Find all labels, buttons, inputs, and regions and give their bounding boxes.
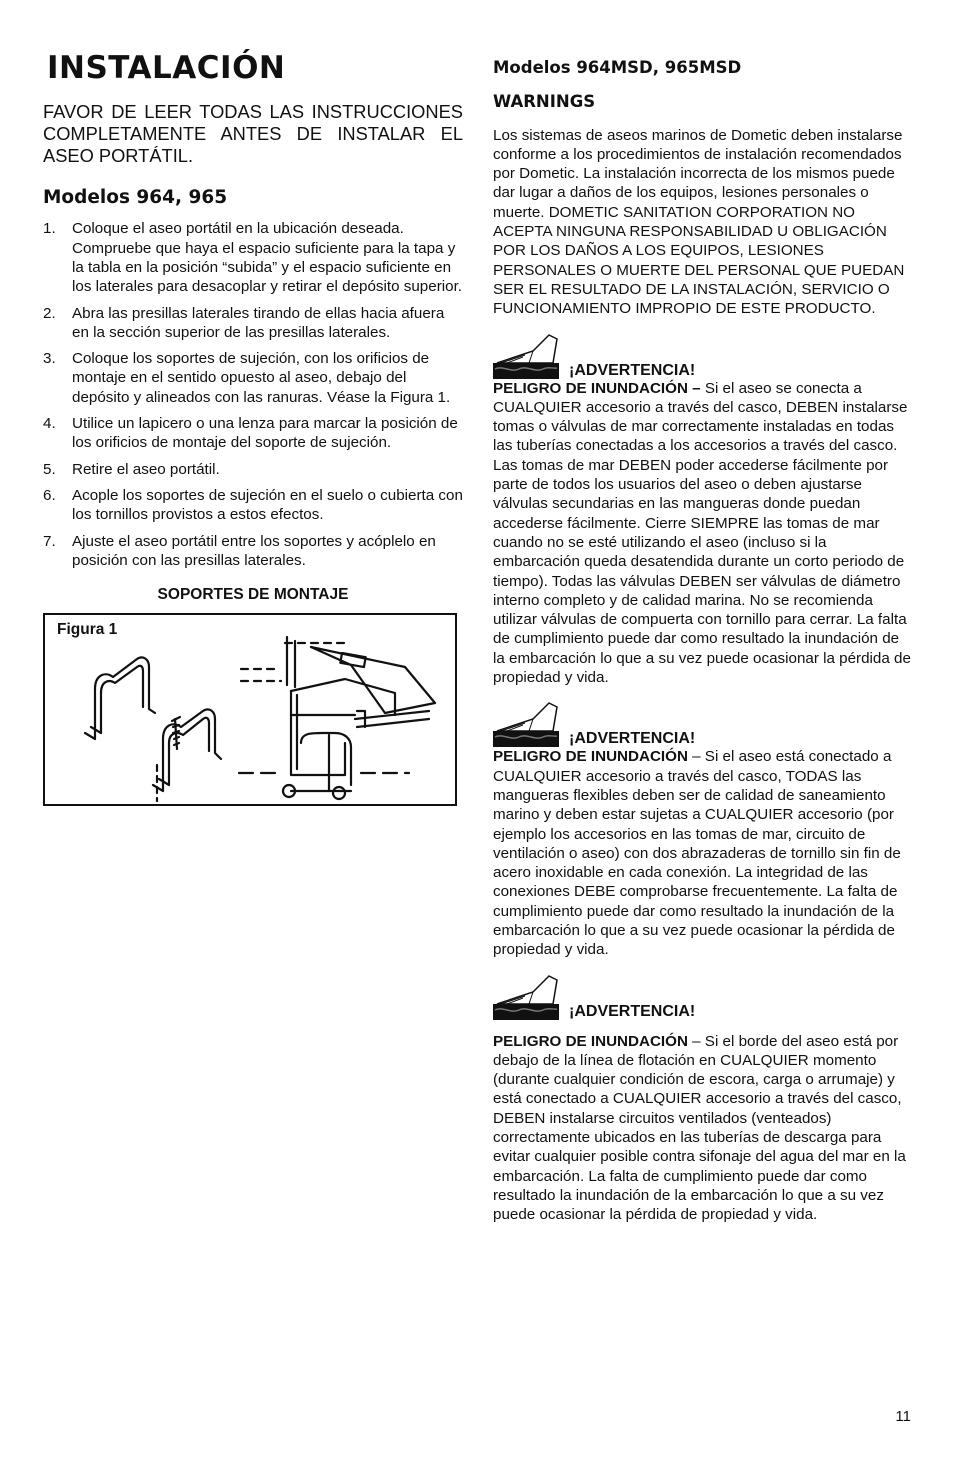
flood-warning-icon (493, 701, 559, 747)
list-item: 1. Coloque el aseo portátil en la ubicación deseada. Compruebe que haya el espacio suficiente para la tapa y la tabla en la posición “subida” y el espacio suficiente en los laterales para desacoplar y retirar el depósito superior. (43, 220, 463, 296)
warning-block-2 (493, 699, 911, 959)
mounting-brackets-illustration (45, 615, 459, 808)
page-number: 11 (895, 1408, 911, 1425)
figure-1 (43, 613, 457, 806)
list-item: 7. Ajuste el aseo portátil entre los soportes y acóplelo en posición con las presillas laterales. (43, 532, 436, 569)
warning-title: ¡ADVERTENCIA! (569, 361, 696, 379)
warnings-heading: WARNINGS (493, 91, 596, 111)
warning-header (493, 331, 911, 379)
flood-warning-icon (493, 333, 559, 379)
intro-paragraph: Los sistemas de aseos marinos de Dometic deben instalarse conforme a los procedimientos de instalación recomendados por Dometic. La instalación incorrecta de los mismos puede dar lugar a daños de los equipos, lesiones personales o muerte. DOMETIC SANITATION CORPORATION NO ACEPTA NINGUNA RESPONSABILIDAD U OBLIGACIÓN POR LOS DAÑOS A LOS EQUIPOS, LESIONES PERSONALES O MUERTE DEL PERSONAL QUE PUEDAN SER EL RESULTADO DE LA INSTALACIÓN, SERVICIO O FUNCIONAMIENTO IMPROPIO DE ESTE PRODUCTO. (493, 126, 905, 318)
list-item: 6. Acople los soportes de sujeción en el suelo o cubierta con los tornillos provistos a estos efectos. (43, 486, 463, 524)
left-column (43, 50, 463, 806)
warning-header (493, 699, 911, 747)
section-heading-964msd-965msd: Modelos 964MSD, 965MSD (493, 58, 742, 77)
list-item: 4. Utilice un lapicero o una lenza para marcar la posición de los orificios de montaje del soporte de sujeción. (43, 415, 458, 452)
list-item: 2. Abra las presillas laterales tirando de ellas hacia afuera en la sección superior de las presillas laterales. (43, 304, 445, 341)
warning-text: PELIGRO DE INUNDACIÓN – Si el aseo se conecta a CUALQUIER accesorio a través del casco, DEBEN instalarse tomas o válvulas de mar correctamente instaladas en todas las tuberías conectadas a los accesorios a través del casco. Las tomas de mar DEBEN poder accederse fácilmente por parte de todos los usuarios del aseo o deben ajustarse válvulas secundarias en las mangueras donde puedan accederse fácilmente. Cierre SIEMPRE las tomas de mar cuando no se esté utilizando el aseo (incluso si la embarcación queda desatendida durante un corto periodo de tiempo). Todas las válvulas DEBEN ser válvulas de diámetro interno completo y de calidad marina. No se recomienda utilizar válvulas de compuerta con tornillo para cerrar. La falta de cumplimiento puede dar como resultado la inundación de la embarcación lo que a su vez puede ocasionar la pérdida de propiedad y vida. (493, 379, 911, 687)
warning-block-3 (493, 972, 911, 1225)
warning-title: ¡ADVERTENCIA! (569, 1002, 696, 1020)
intro-text: FAVOR DE LEER TODAS LAS INSTRUCCIONES COMPLETAMENTE ANTES DE INSTALAR EL ASEO PORTÁTIL. (43, 101, 463, 167)
warning-header (493, 972, 911, 1020)
warning-block-1 (493, 331, 911, 688)
installation-steps (43, 219, 463, 570)
flood-warning-icon (493, 974, 559, 1020)
warning-text: PELIGRO DE INUNDACIÓN – Si el borde del aseo está por debajo de la línea de flotación en CUALQUIER momento (durante cualquier condición de escora, carga o arrumaje) y está conectado a CUALQUIER accesorio a través del casco, DEBEN instalarse circuitos ventilados (venteados) correctamente ubicados en las tuberías de descarga para evitar cualquier posible contra sifonaje del agua del mar en la embarcación. La falta de cumplimiento puede dar como resultado la inundación de la embarcación lo que a su vez puede ocasionar la pérdida de propiedad y vida. (493, 1032, 906, 1224)
page-title: INSTALACIÓN (47, 50, 286, 86)
list-item: 5. Retire el aseo portátil. (43, 460, 220, 478)
warning-title: ¡ADVERTENCIA! (569, 730, 696, 748)
figure-label: Figura 1 (57, 621, 118, 639)
figure-caption: SOPORTES DE MONTAJE (157, 586, 349, 604)
list-item: 3. Coloque los soportes de sujeción, con los orificios de montaje en el sentido opuesto al aseo, debajo del depósito y alineados con las ranuras. Véase la Figura 1. (43, 350, 451, 406)
warning-text: PELIGRO DE INUNDACIÓN – Si el aseo está conectado a CUALQUIER accesorio a través del casco, TODAS las mangueras flexibles deben ser de calidad de saneamiento marino y deben estar sujetas a CUALQUIER accesorio (por ejemplo los accesorios en las tomas de mar, circuito de ventilación o aseo) con dos abrazaderas de tornillo sin fin de acero inoxidable en cada conexión. La integridad de las conexiones DEBE comprobarse frecuentemente. La falta de cumplimiento puede dar como resultado la inundación de la embarcación lo que a su vez puede ocasionar la pérdida de propiedad y vida. (493, 748, 901, 959)
section-heading-964-965: Modelos 964, 965 (43, 187, 228, 209)
right-column (493, 58, 911, 1225)
